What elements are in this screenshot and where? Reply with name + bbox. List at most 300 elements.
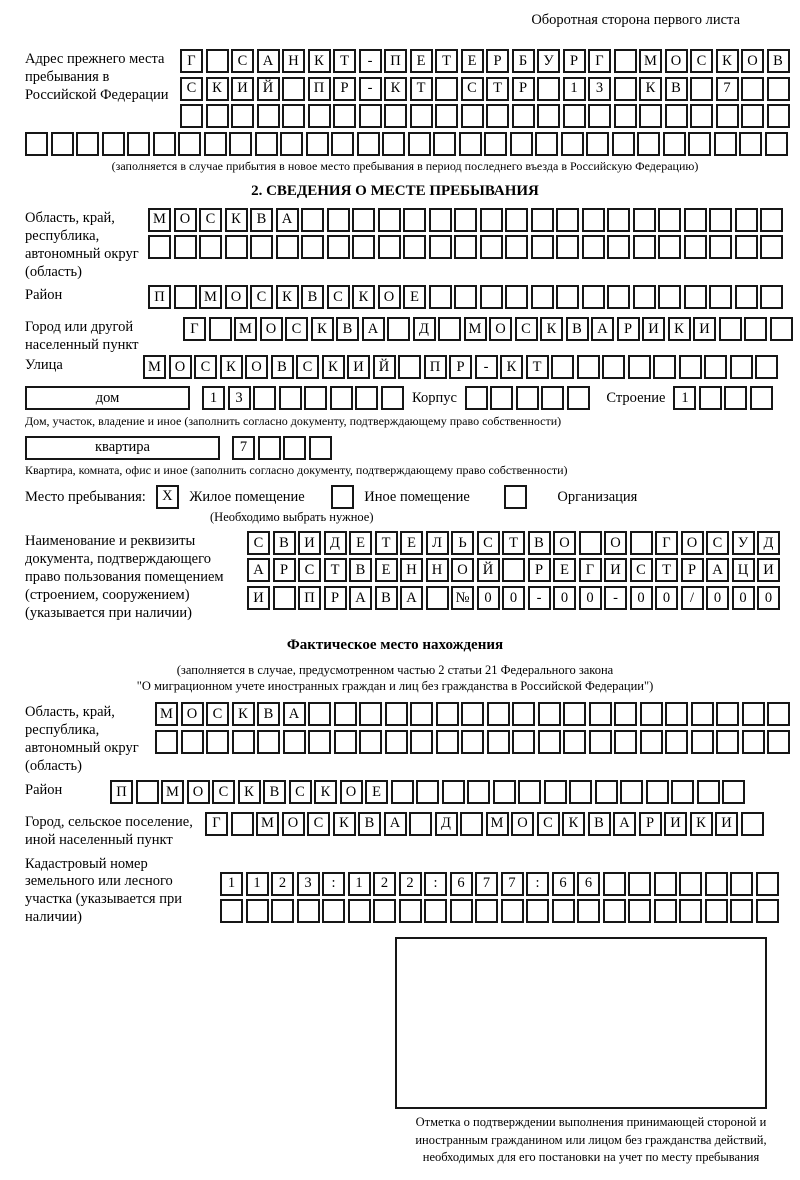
char-box: О <box>451 558 474 582</box>
char-box: 6 <box>450 872 473 896</box>
char-box: У <box>537 49 560 73</box>
char-box: Б <box>512 49 535 73</box>
char-box <box>699 386 722 410</box>
char-box: 3 <box>297 872 320 896</box>
actual-region-block <box>25 702 790 776</box>
apartment-caption: Квартира, комната, офис и иное (заполнить согласно документу, подтверждающему право собственности) <box>25 463 568 477</box>
char-box: Г <box>579 558 602 582</box>
char-box: 0 <box>655 586 678 610</box>
char-box: К <box>540 317 563 341</box>
confirmation-stamp-area <box>395 937 787 1167</box>
char-box <box>735 208 758 232</box>
char-box <box>155 730 178 754</box>
char-box <box>253 386 276 410</box>
char-box: М <box>161 780 184 804</box>
char-box <box>684 208 707 232</box>
char-box: Д <box>435 812 458 836</box>
char-box: Т <box>655 558 678 582</box>
char-box: 7 <box>475 872 498 896</box>
cadastral-block <box>25 854 790 928</box>
char-box: Р <box>486 49 509 73</box>
char-box <box>744 317 767 341</box>
char-box <box>569 780 592 804</box>
actual-region-row-1 <box>155 702 793 726</box>
char-box: И <box>231 77 254 101</box>
char-box <box>378 208 401 232</box>
char-box <box>487 702 510 726</box>
char-box: Н <box>400 558 423 582</box>
char-box: Н <box>282 49 305 73</box>
char-box <box>178 132 201 156</box>
char-box <box>255 132 278 156</box>
char-box: О <box>340 780 363 804</box>
actual-location-title: Фактическое место нахождения <box>286 636 504 653</box>
checkbox-other-premises[interactable] <box>331 485 354 509</box>
prev-address-row-4 <box>25 132 790 156</box>
char-box <box>429 208 452 232</box>
char-box: О <box>741 49 764 73</box>
document-row-1 <box>247 531 783 555</box>
char-box <box>561 132 584 156</box>
char-box: Н <box>426 558 449 582</box>
char-box: Е <box>403 285 426 309</box>
char-box <box>577 355 600 379</box>
char-box: 7 <box>232 436 255 460</box>
actual-location-caption-1: (заполняется в случае, предусмотренном частью 2 статьи 21 Федерального закона <box>176 662 614 677</box>
char-box: - <box>604 586 627 610</box>
char-box <box>283 436 306 460</box>
char-box: С <box>285 317 308 341</box>
char-box: Е <box>375 558 398 582</box>
checkbox-organization[interactable] <box>504 485 527 509</box>
char-box: О <box>378 285 401 309</box>
char-box <box>209 317 232 341</box>
prev-address-row-1 <box>180 49 792 73</box>
char-box <box>704 355 727 379</box>
char-box: К <box>639 77 662 101</box>
stay-label: Место пребывания: <box>25 488 146 505</box>
char-box: Т <box>375 531 398 555</box>
char-box: А <box>349 586 372 610</box>
char-box: В <box>263 780 286 804</box>
region-rows <box>148 208 786 263</box>
char-box: 0 <box>553 586 576 610</box>
char-box <box>301 208 324 232</box>
char-box <box>426 586 449 610</box>
char-box <box>409 812 432 836</box>
char-box: Ь <box>451 531 474 555</box>
char-box <box>551 355 574 379</box>
char-box <box>174 235 197 259</box>
char-box <box>352 208 375 232</box>
char-box <box>480 235 503 259</box>
char-box: О <box>245 355 268 379</box>
char-box <box>490 386 513 410</box>
char-box: 6 <box>577 872 600 896</box>
char-box: С <box>194 355 217 379</box>
street-block <box>25 355 790 383</box>
char-box <box>403 208 426 232</box>
prev-address-block <box>25 49 790 132</box>
char-box <box>653 355 676 379</box>
char-box: К <box>716 49 739 73</box>
char-box: И <box>247 586 270 610</box>
char-box: М <box>143 355 166 379</box>
char-box <box>518 780 541 804</box>
char-box: Г <box>205 812 228 836</box>
char-box <box>705 899 728 923</box>
char-box: О <box>604 531 627 555</box>
char-box <box>633 235 656 259</box>
char-box: 1 <box>673 386 696 410</box>
stay-option-other: Иное помещение <box>364 488 470 505</box>
char-box: К <box>500 355 523 379</box>
char-box <box>679 872 702 896</box>
char-box <box>588 104 611 128</box>
char-box <box>297 899 320 923</box>
char-box: В <box>301 285 324 309</box>
char-box: В <box>349 558 372 582</box>
char-box <box>381 386 404 410</box>
char-box <box>352 235 375 259</box>
char-box: И <box>642 317 665 341</box>
char-box <box>331 132 354 156</box>
char-box <box>512 702 535 726</box>
char-box: Т <box>502 531 525 555</box>
char-box <box>755 355 778 379</box>
char-box <box>487 730 510 754</box>
char-box <box>654 899 677 923</box>
char-box: О <box>169 355 192 379</box>
char-box <box>614 702 637 726</box>
char-box <box>410 702 433 726</box>
char-box <box>722 780 745 804</box>
char-box <box>603 872 626 896</box>
char-box <box>410 730 433 754</box>
char-box <box>614 730 637 754</box>
char-box: С <box>307 812 330 836</box>
char-box: 2 <box>271 872 294 896</box>
checkbox-residential[interactable]: X <box>156 485 179 509</box>
char-box <box>630 531 653 555</box>
char-box <box>308 730 331 754</box>
char-box: В <box>375 586 398 610</box>
char-box <box>257 730 280 754</box>
char-box <box>603 899 626 923</box>
char-box: Е <box>410 49 433 73</box>
char-box: 0 <box>477 586 500 610</box>
char-box: С <box>630 558 653 582</box>
char-box: К <box>690 812 713 836</box>
prev-address-rows <box>180 49 792 132</box>
char-box: Р <box>273 558 296 582</box>
char-box <box>535 132 558 156</box>
prev-address-row-3 <box>180 104 792 128</box>
char-box <box>435 104 458 128</box>
char-box: С <box>199 208 222 232</box>
char-box: Й <box>257 77 280 101</box>
char-box <box>398 355 421 379</box>
char-box: С <box>247 531 270 555</box>
char-box <box>206 730 229 754</box>
char-box <box>204 132 227 156</box>
char-box: К <box>308 49 331 73</box>
char-box: М <box>234 317 257 341</box>
char-box <box>454 285 477 309</box>
char-box <box>359 730 382 754</box>
char-box <box>505 208 528 232</box>
char-box: 1 <box>563 77 586 101</box>
char-box: В <box>588 812 611 836</box>
char-box <box>586 132 609 156</box>
char-box: А <box>276 208 299 232</box>
char-box: С <box>289 780 312 804</box>
char-box: С <box>298 558 321 582</box>
char-box <box>280 132 303 156</box>
char-box <box>756 899 779 923</box>
char-box <box>382 132 405 156</box>
char-box: - <box>359 49 382 73</box>
char-box <box>556 235 579 259</box>
district-block <box>25 285 790 313</box>
char-box: О <box>282 812 305 836</box>
char-box: В <box>257 702 280 726</box>
char-box <box>516 386 539 410</box>
actual-district-block <box>25 780 790 808</box>
char-box <box>556 208 579 232</box>
char-box <box>756 872 779 896</box>
char-box: П <box>308 77 331 101</box>
char-box <box>475 899 498 923</box>
char-box: Г <box>588 49 611 73</box>
stroenie-label: Строение <box>606 390 666 407</box>
char-box: 0 <box>579 586 602 610</box>
char-box <box>579 531 602 555</box>
char-box: М <box>155 702 178 726</box>
char-box <box>730 872 753 896</box>
char-box: Р <box>333 77 356 101</box>
char-box: Д <box>413 317 436 341</box>
char-box: К <box>352 285 375 309</box>
actual-district-label: Район <box>25 782 63 799</box>
char-box: М <box>486 812 509 836</box>
char-box <box>628 899 651 923</box>
char-box <box>408 132 431 156</box>
char-box <box>355 386 378 410</box>
char-box <box>705 872 728 896</box>
char-box: 1 <box>348 872 371 896</box>
char-box <box>607 208 630 232</box>
char-box: М <box>256 812 279 836</box>
char-box <box>387 317 410 341</box>
stay-option-organization: Организация <box>557 488 638 505</box>
stroenie-row <box>673 386 775 410</box>
char-box <box>206 104 229 128</box>
char-box <box>127 132 150 156</box>
apartment-row <box>232 436 334 460</box>
char-box: К <box>322 355 345 379</box>
char-box <box>563 730 586 754</box>
char-box <box>741 77 764 101</box>
house-caption: Дом, участок, владение и иное (заполнить согласно документу, подтверждающему право собственности) <box>25 413 562 428</box>
char-box <box>220 899 243 923</box>
prev-address-caption: (заполняется в случае прибытия в новое место пребывания в период последнего въезда в Российскую Федерацию) <box>111 159 699 173</box>
char-box: С <box>250 285 273 309</box>
char-box <box>174 285 197 309</box>
region-row-2 <box>148 235 786 259</box>
char-box: Р <box>324 586 347 610</box>
char-box: Т <box>526 355 549 379</box>
char-box <box>465 386 488 410</box>
char-box <box>595 780 618 804</box>
char-box <box>544 780 567 804</box>
char-box <box>735 285 758 309</box>
char-box: И <box>664 812 687 836</box>
char-box <box>279 386 302 410</box>
char-box: Е <box>461 49 484 73</box>
char-box <box>739 132 762 156</box>
char-box: И <box>347 355 370 379</box>
prev-address-label: Адрес прежнего места пребывания в Российской Федерации <box>25 51 169 103</box>
char-box <box>271 899 294 923</box>
char-box: 0 <box>502 586 525 610</box>
char-box: - <box>475 355 498 379</box>
stay-type-line <box>25 485 790 509</box>
char-box <box>750 386 773 410</box>
char-box <box>467 780 490 804</box>
char-box: В <box>336 317 359 341</box>
char-box: О <box>511 812 534 836</box>
char-box <box>301 235 324 259</box>
char-box: В <box>767 49 790 73</box>
char-box: 1 <box>246 872 269 896</box>
char-box <box>526 899 549 923</box>
char-box: Т <box>486 77 509 101</box>
char-box <box>589 730 612 754</box>
char-box <box>567 386 590 410</box>
char-box: Т <box>324 558 347 582</box>
char-box <box>257 104 280 128</box>
char-box <box>531 235 554 259</box>
char-box: О <box>181 702 204 726</box>
confirmation-stamp-caption: Отметка о подтверждении выполнения принимающей стороной и иностранным гражданином или лицом без гражданства действий, необходимых для его постановки на учет по месту пребывания <box>415 1115 767 1165</box>
actual-region-label: Область, край, республика, автономный округ (область) <box>25 704 139 775</box>
char-box: А <box>384 812 407 836</box>
char-box: О <box>187 780 210 804</box>
stay-option-residential: Жилое помещение <box>189 488 305 505</box>
char-box: П <box>424 355 447 379</box>
char-box <box>373 899 396 923</box>
char-box <box>391 780 414 804</box>
char-box <box>384 104 407 128</box>
char-box <box>357 132 380 156</box>
char-box: А <box>283 702 306 726</box>
char-box: О <box>260 317 283 341</box>
char-box: К <box>276 285 299 309</box>
char-box <box>327 208 350 232</box>
char-box: 0 <box>757 586 780 610</box>
street-label: Улица <box>25 356 63 373</box>
char-box: 7 <box>716 77 739 101</box>
char-box <box>628 355 651 379</box>
char-box <box>730 899 753 923</box>
char-box: О <box>489 317 512 341</box>
char-box <box>246 899 269 923</box>
char-box <box>385 730 408 754</box>
char-box <box>767 77 790 101</box>
char-box: С <box>180 77 203 101</box>
char-box <box>512 730 535 754</box>
char-box: И <box>693 317 716 341</box>
char-box <box>541 386 564 410</box>
char-box <box>378 235 401 259</box>
char-box <box>136 780 159 804</box>
char-box <box>582 208 605 232</box>
house-type-box: дом <box>25 386 190 410</box>
document-label: Наименование и реквизиты документа, подтверждающего право пользования помещением (строением, сооружением) (указывается при наличии) <box>25 532 224 621</box>
char-box: К <box>232 702 255 726</box>
char-box <box>607 235 630 259</box>
char-box <box>429 285 452 309</box>
document-row-3 <box>247 586 783 610</box>
char-box <box>461 104 484 128</box>
char-box: О <box>665 49 688 73</box>
cadastral-rows <box>220 872 781 927</box>
char-box <box>480 285 503 309</box>
document-row-2 <box>247 558 783 582</box>
char-box <box>563 702 586 726</box>
char-box: Е <box>553 558 576 582</box>
char-box <box>424 899 447 923</box>
char-box: Е <box>400 531 423 555</box>
char-box: Т <box>333 49 356 73</box>
char-box: 3 <box>228 386 251 410</box>
char-box <box>563 104 586 128</box>
char-box: А <box>362 317 385 341</box>
char-box <box>684 235 707 259</box>
char-box: К <box>314 780 337 804</box>
char-box <box>690 104 713 128</box>
char-box <box>505 285 528 309</box>
char-box <box>399 899 422 923</box>
char-box <box>250 235 273 259</box>
char-box <box>691 702 714 726</box>
actual-city-label: Город, сельское поселение, иной населенный пункт <box>25 813 193 848</box>
char-box <box>646 780 669 804</box>
char-box <box>282 104 305 128</box>
char-box: С <box>706 531 729 555</box>
char-box <box>770 317 793 341</box>
char-box <box>691 730 714 754</box>
char-box: П <box>148 285 171 309</box>
char-box <box>709 285 732 309</box>
char-box: Ц <box>732 558 755 582</box>
char-box <box>628 872 651 896</box>
char-box <box>76 132 99 156</box>
char-box <box>742 730 765 754</box>
char-box: Д <box>757 531 780 555</box>
actual-district-row <box>110 780 748 804</box>
char-box: В <box>665 77 688 101</box>
char-box: Р <box>681 558 704 582</box>
char-box: Р <box>528 558 551 582</box>
char-box <box>282 77 305 101</box>
char-box: С <box>296 355 319 379</box>
char-box: И <box>298 531 321 555</box>
char-box <box>742 702 765 726</box>
char-box <box>333 104 356 128</box>
char-box <box>327 235 350 259</box>
